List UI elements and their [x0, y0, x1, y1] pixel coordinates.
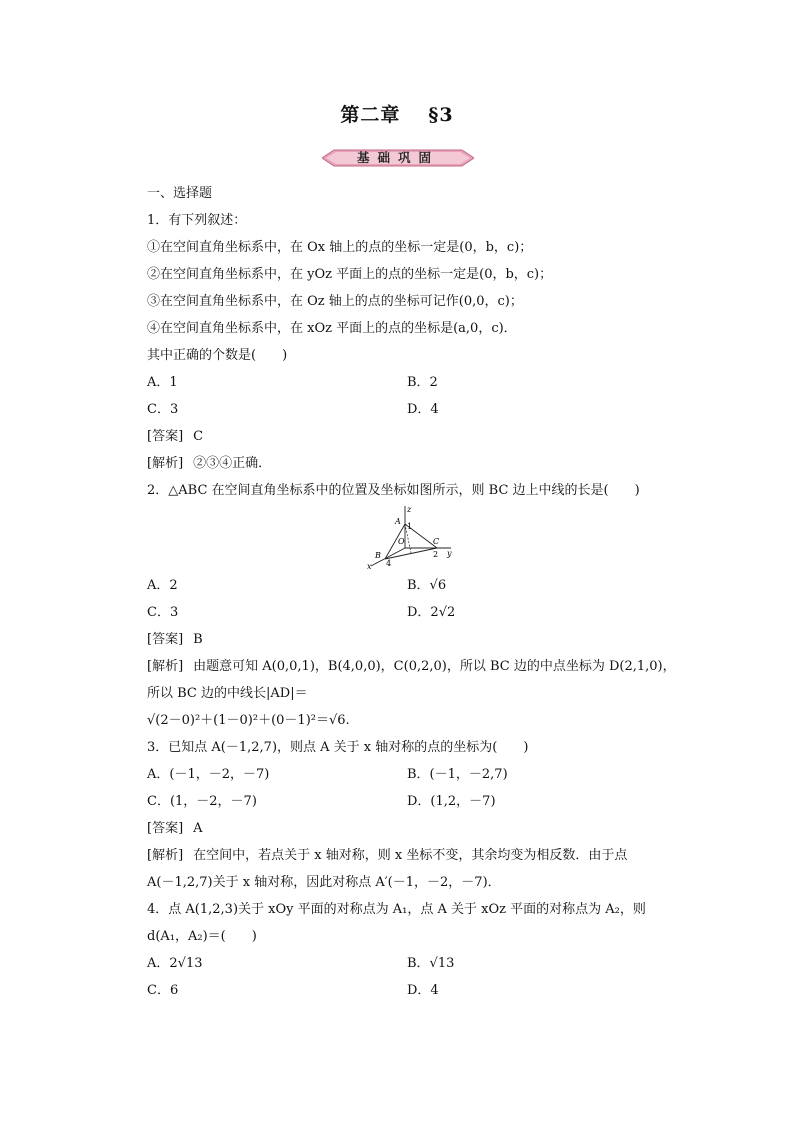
q3-analysis	[147, 842, 677, 869]
q3-analysis-cont: A(－1,2,7)关于 x 轴对称，因此对称点 A′(－1，－2，－7)．	[147, 875, 501, 890]
q1-answer	[147, 423, 677, 450]
q3-option-d: D．(1,2，－7)	[407, 794, 496, 809]
fig-label-b: B	[375, 551, 381, 560]
analysis-text: ②③④正确．	[193, 456, 272, 471]
q1-analysis	[147, 450, 677, 477]
q2-analysis-formula: √(2－0)²＋(1－0)²＋(0－1)²＝√6.	[147, 713, 350, 728]
banner-text: 基础巩固	[356, 150, 439, 165]
q3-answer	[147, 815, 677, 842]
section-label: §3	[428, 104, 454, 126]
coordinate-diagram	[365, 504, 465, 570]
fig-label-a: A	[395, 517, 401, 526]
q2-option-c: C．3	[147, 605, 179, 620]
analysis-text: 在空间中，若点关于 x 轴对称，则 x 坐标不变，其余均变为相反数．由于点	[193, 848, 628, 863]
q4-option-b: B．√13	[407, 956, 455, 971]
q2-options-row	[147, 599, 677, 626]
q1-item: ③在空间直角坐标系中，在 Oz 轴上的点的坐标可记作(0,0，c)；	[147, 294, 523, 309]
q3-option-c: C．(1，－2，－7)	[147, 794, 257, 809]
answer-value: A	[193, 821, 203, 836]
q1-option-d: D．4	[407, 402, 439, 417]
fig-label-2: 2	[433, 550, 439, 559]
q2-option-a: A．2	[147, 578, 178, 593]
chapter-label: 第二章	[340, 104, 401, 126]
q2-analysis-cont: 所以 BC 边的中线长|AD|＝	[147, 686, 308, 701]
q3-options-row	[147, 761, 677, 788]
analysis-label: [解析]	[147, 456, 184, 471]
q1-item: ①在空间直角坐标系中，在 Ox 轴上的点的坐标一定是(0，b，c)；	[147, 240, 533, 255]
q2-option-d: D．2√2	[407, 605, 456, 620]
section-banner	[322, 148, 474, 168]
q1-option-c: C．3	[147, 402, 179, 417]
q3-options-row	[147, 788, 677, 815]
analysis-text: 由题意可知 A(0,0,1)，B(4,0,0)，C(0,2,0)，所以 BC 边的中点坐标为 D(2,1,0)，	[193, 659, 676, 674]
q2-figure	[147, 504, 677, 572]
q2-option-b: B．√6	[407, 578, 447, 593]
q3-option-b: B．(－1，－2,7)	[407, 767, 508, 782]
q3-stem: 3．已知点 A(－1,2,7)，则点 A 关于 x 轴对称的点的坐标为( )	[147, 740, 529, 755]
answer-value: B	[193, 632, 203, 647]
q2-analysis	[147, 653, 677, 680]
analysis-label: [解析]	[147, 659, 184, 674]
q1-option-a: A．1	[147, 375, 178, 390]
fig-label-y: y	[447, 549, 452, 558]
q2-answer	[147, 626, 677, 653]
q1-question: 其中正确的个数是( )	[147, 348, 288, 363]
q1-option-b: B．2	[407, 375, 438, 390]
page-title	[0, 100, 794, 127]
fig-label-4: 4	[386, 559, 392, 568]
answer-label: [答案]	[147, 429, 184, 444]
q4-option-a: A．2√13	[147, 956, 203, 971]
q4-options-row	[147, 950, 677, 977]
q2-options-row	[147, 572, 677, 599]
fig-label-z: z	[407, 505, 412, 514]
q1-item: ④在空间直角坐标系中，在 xOz 平面上的点的坐标是(a,0，c)．	[147, 321, 517, 336]
q4-option-c: C．6	[147, 983, 179, 998]
q1-item: ②在空间直角坐标系中，在 yOz 平面上的点的坐标一定是(0，b，c)；	[147, 267, 553, 282]
document-body	[147, 180, 677, 1004]
q4-stem-cont: d(A₁，A₂)＝( )	[147, 929, 257, 944]
q4-stem: 4．点 A(1,2,3)关于 xOy 平面的对称点为 A₁，点 A 关于 xOz 平面的对称点为 A₂，则	[147, 902, 646, 917]
analysis-label: [解析]	[147, 848, 184, 863]
q1-options-row	[147, 396, 677, 423]
edge-bc	[385, 548, 437, 559]
fig-label-1: 1	[407, 522, 413, 531]
answer-value: C	[193, 429, 204, 444]
section-title: 一、选择题	[147, 186, 213, 201]
q4-options-row	[147, 977, 677, 1004]
q1-stem: 1．有下列叙述：	[147, 213, 247, 228]
q4-option-d: D．4	[407, 983, 439, 998]
answer-label: [答案]	[147, 821, 184, 836]
fig-label-c: C	[433, 537, 440, 546]
fig-label-o: O	[398, 537, 405, 546]
q1-options-row	[147, 369, 677, 396]
fig-label-x: x	[367, 562, 372, 570]
answer-label: [答案]	[147, 632, 184, 647]
q3-option-a: A．(－1，－2，－7)	[147, 767, 270, 782]
q2-stem: 2．△ABC 在空间直角坐标系中的位置及坐标如图所示，则 BC 边上中线的长是( )	[147, 483, 640, 498]
